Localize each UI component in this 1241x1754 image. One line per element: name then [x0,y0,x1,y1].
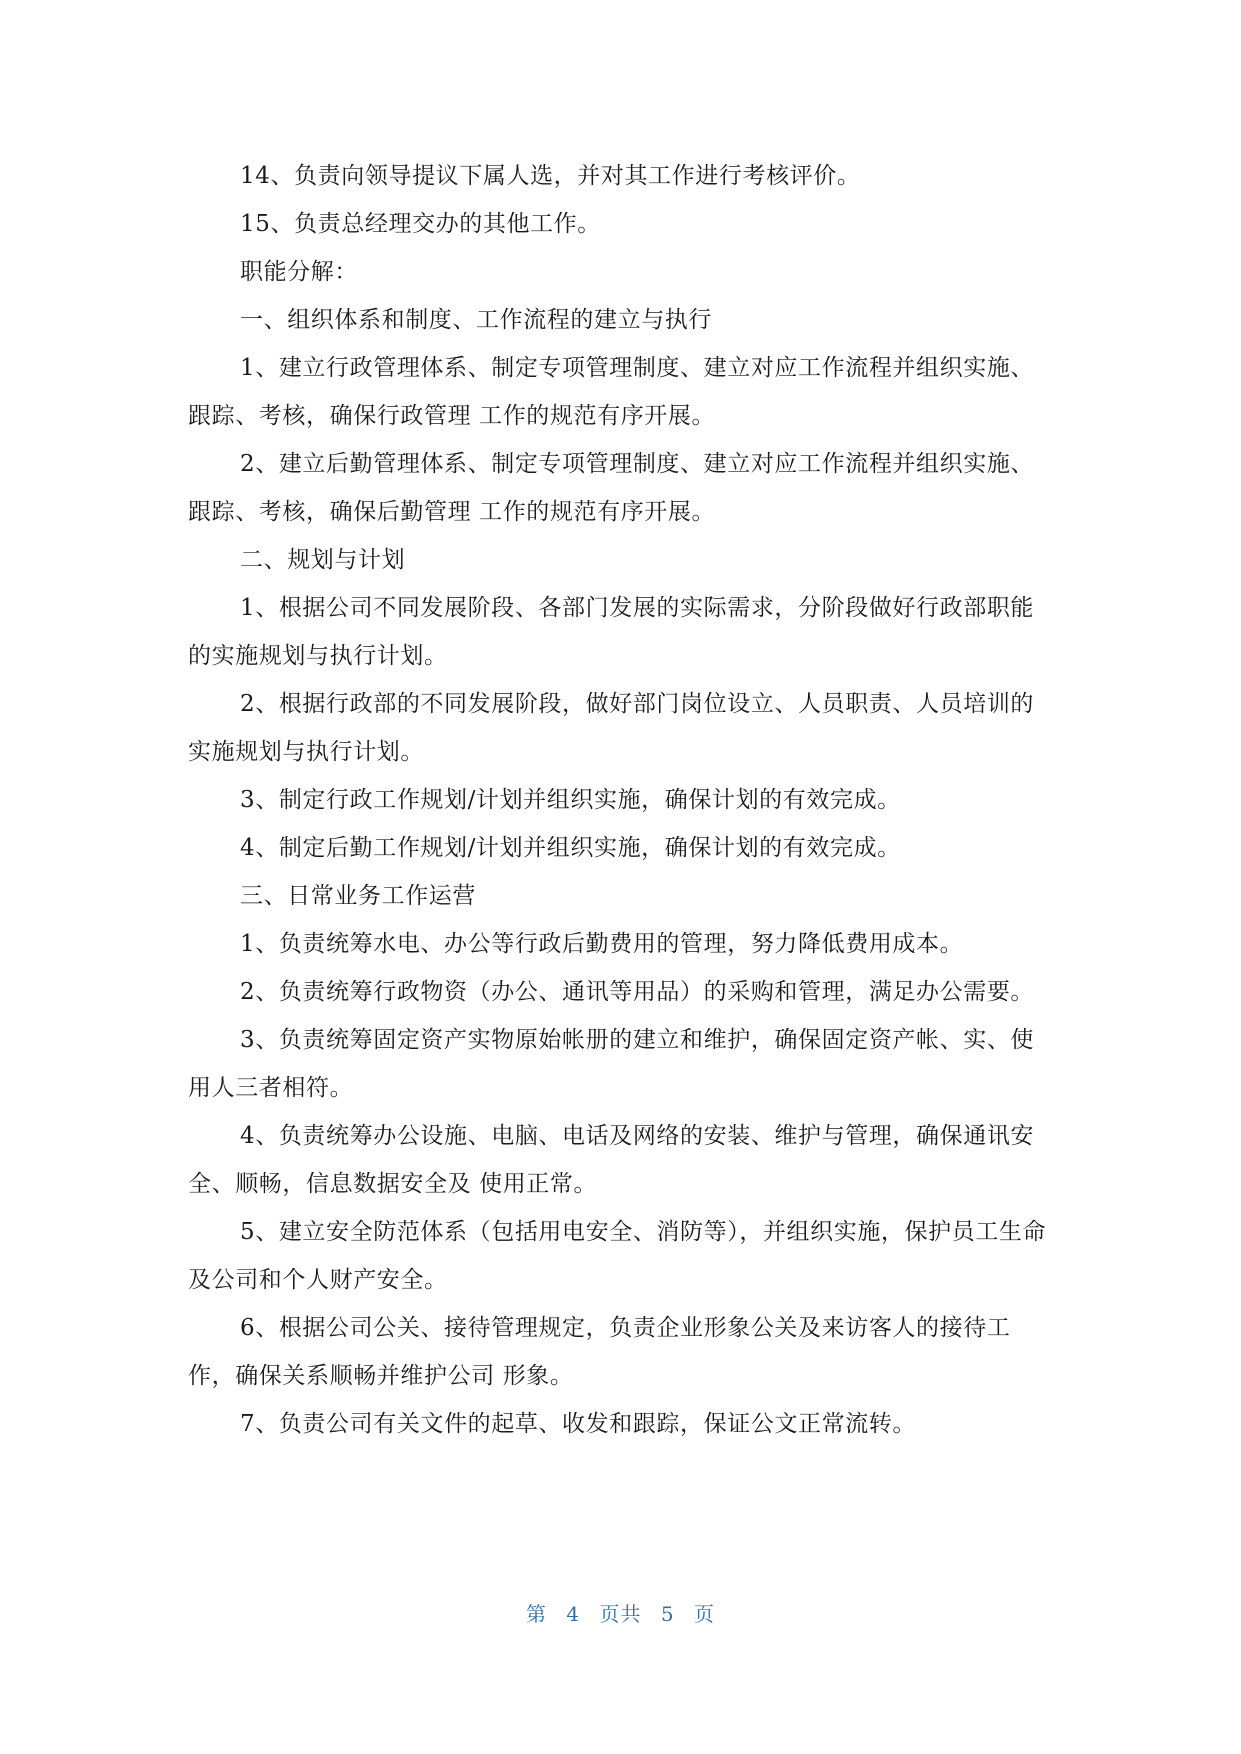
paragraph: 15、负责总经理交办的其他工作。 [240,211,601,237]
section-intro: 职能分解： [240,259,358,285]
section-heading: 二、规划与计划 [240,547,406,573]
paragraph: 7、负责公司有关文件的起草、收发和跟踪，保证公文正常流转。 [240,1411,917,1437]
section-heading: 一、组织体系和制度、工作流程的建立与执行 [240,307,712,333]
current-page-number: 4 [566,1602,581,1626]
paragraph: 1、建立行政管理体系、制定专项管理制度、建立对应工作流程并组织实施、跟踪、考核，确保行政管理 工作的规范有序开展。 [188,355,1035,429]
paragraph: 2、根据行政部的不同发展阶段，做好部门岗位设立、人员职责、人员培训的实施规划与执行计划。 [188,691,1035,765]
page-label-suffix: 页 [693,1602,715,1626]
page-label-prefix: 第 [526,1602,548,1626]
paragraph: 3、制定行政工作规划/计划并组织实施，确保计划的有效完成。 [240,787,901,813]
total-pages-number: 5 [660,1602,675,1626]
paragraph: 14、负责向领导提议下属人选，并对其工作进行考核评价。 [240,163,861,189]
section-heading: 三、日常业务工作运营 [240,883,476,909]
paragraph: 2、建立后勤管理体系、制定专项管理制度、建立对应工作流程并组织实施、跟踪、考核，确保后勤管理 工作的规范有序开展。 [188,451,1035,525]
paragraph: 3、负责统筹固定资产实物原始帐册的建立和维护，确保固定资产帐、实、使用人三者相符。 [188,1027,1035,1101]
paragraph: 1、根据公司不同发展阶段、各部门发展的实际需求，分阶段做好行政部职能的实施规划与执行计划。 [188,595,1035,669]
paragraph: 4、负责统筹办公设施、电脑、电话及网络的安装、维护与管理，确保通讯安全、顺畅，信息数据安全及 使用正常。 [188,1123,1035,1197]
paragraph: 2、负责统筹行政物资（办公、通讯等用品）的采购和管理，满足办公需要。 [240,979,1035,1005]
document-body [188,152,1056,1448]
paragraph: 1、负责统筹水电、办公等行政后勤费用的管理，努力降低费用成本。 [240,931,964,957]
paragraph: 6、根据公司公关、接待管理规定，负责企业形象公关及来访客人的接待工作，确保关系顺畅并维护公司 形象。 [188,1315,1011,1389]
paragraph: 4、制定后勤工作规划/计划并组织实施，确保计划的有效完成。 [240,835,901,861]
paragraph: 5、建立安全防范体系（包括用电安全、消防等），并组织实施，保护员工生命及公司和个人财产安全。 [188,1219,1047,1293]
page-footer [0,1598,1241,1627]
page-label-middle: 页共 [599,1602,642,1626]
